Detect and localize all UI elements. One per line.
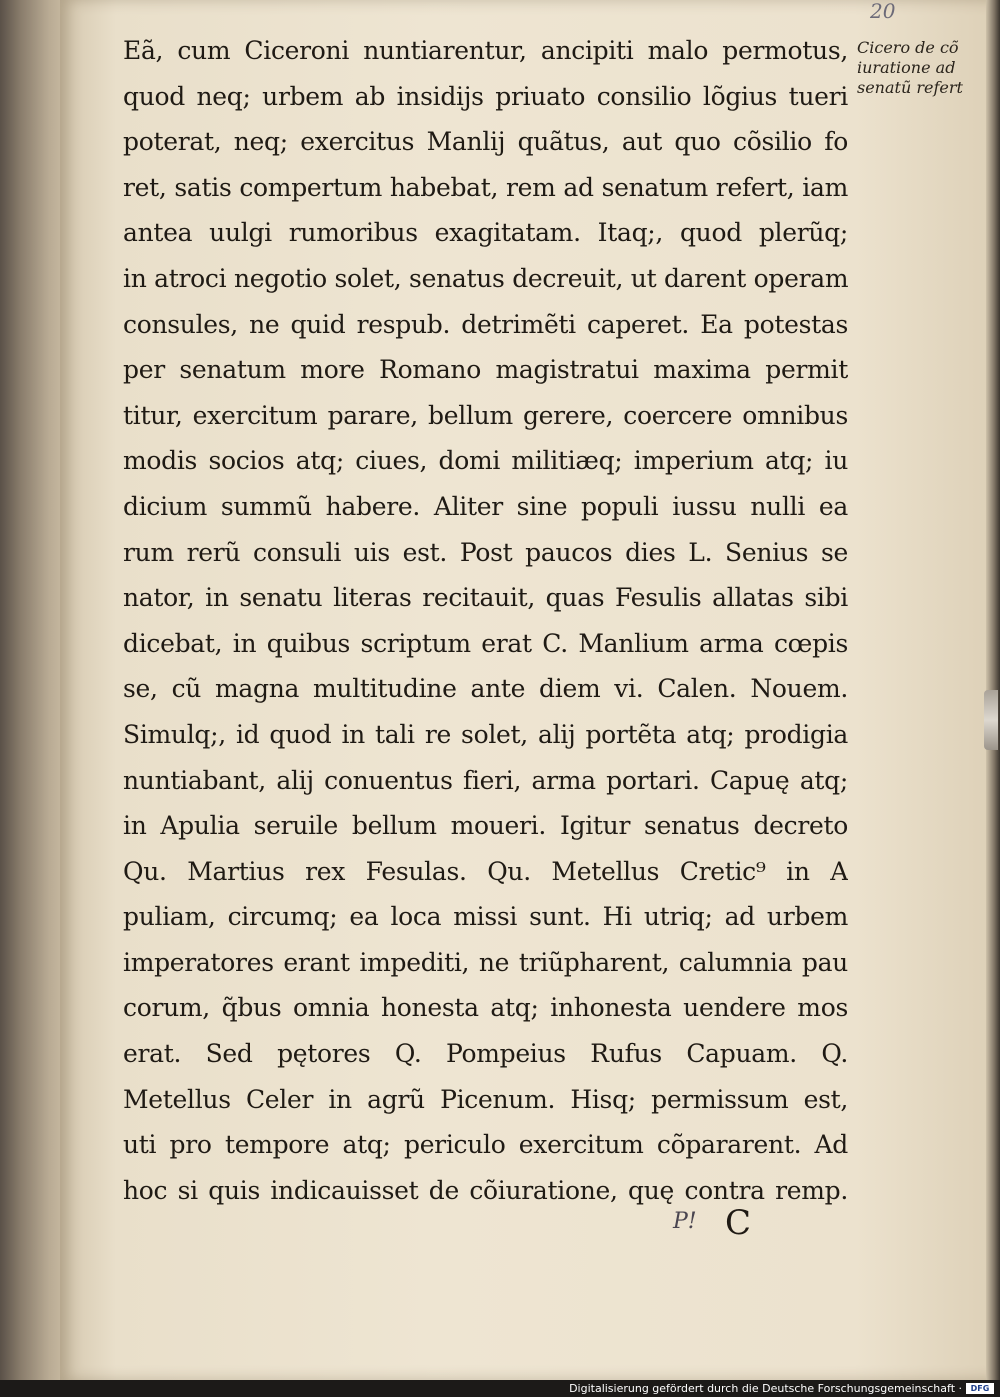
text-line: imperatores erant impediti, ne triũpharent, calumnia pau bbox=[123, 947, 848, 977]
text-line: dicebat, in quibus scriptum erat C. Manlium arma cœpis bbox=[123, 628, 848, 658]
text-line: consules, ne quid respub. detrimẽti caperet. Ea potestas bbox=[123, 309, 848, 339]
signature-letter: C bbox=[725, 1203, 752, 1243]
text-line: rum rerũ consuli uis est. Post paucos dies L. Senius se bbox=[123, 537, 848, 567]
footer-bar bbox=[0, 1380, 1000, 1397]
dfg-logo-icon: DFG bbox=[966, 1383, 994, 1394]
text-line: nuntiabant, alij conuentus fieri, arma portari. Capuę atq; bbox=[123, 765, 848, 795]
text-line: Metellus Celer in agrũ Picenum. Hisq; permissum est, bbox=[123, 1084, 848, 1114]
page-clip bbox=[984, 690, 998, 750]
text-line: Eã, cum Ciceroni nuntiarentur, ancipiti malo permotus, bbox=[123, 36, 848, 65]
main-text-block bbox=[123, 28, 848, 1213]
text-line: Qu. Martius rex Fesulas. Qu. Metellus Cretic⁹ in A bbox=[123, 856, 848, 886]
text-line: titur, exercitum parare, bellum gerere, coercere omnibus bbox=[123, 400, 848, 430]
marginal-note bbox=[857, 38, 987, 98]
text-line: poterat, neq; exercitus Manlij quãtus, aut quo cõsilio fo bbox=[123, 127, 848, 157]
footer-credit: Digitalisierung gefördert durch die Deutsche Forschungsgemeinschaft · bbox=[569, 1382, 962, 1395]
text-line: erat. Sed pętores Q. Pompeius Rufus Capuam. Q. bbox=[123, 1039, 848, 1069]
text-line: puliam, circumq; ea loca missi sunt. Hi utriq; ad urbem bbox=[123, 902, 848, 932]
text-line: Simulq;, id quod in tali re solet, alij portẽta atq; prodigia bbox=[123, 719, 848, 749]
marginal-note-line: Cicero de cõ bbox=[857, 38, 959, 57]
text-line: modis socios atq; ciues, domi militiæq; imperium atq; iu bbox=[123, 446, 848, 476]
marginal-note-line: senatũ refert bbox=[857, 78, 963, 97]
text-line: dicium summũ habere. Aliter sine populi iussu nulli ea bbox=[123, 491, 848, 521]
folio-number: 20 bbox=[870, 0, 896, 23]
text-line: quod neq; urbem ab insidijs priuato consilio lõgius tueri bbox=[123, 81, 848, 111]
signature-mark bbox=[673, 1203, 793, 1247]
text-line: corum, q̃bus omnia honesta atq; inhonesta uendere mos bbox=[123, 993, 848, 1023]
text-line: antea uulgi rumoribus exagitatam. Itaq;, quod plerũq; bbox=[123, 218, 848, 248]
text-line: nator, in senatu literas recitauit, quas Fesulis allatas sibi bbox=[123, 583, 848, 613]
marginal-note-line: iuratione ad bbox=[857, 58, 956, 77]
text-line: se, cũ magna multitudine ante diem vi. Calen. Nouem. bbox=[123, 674, 848, 704]
signature-handwritten-note: P! bbox=[673, 1209, 697, 1234]
text-line: in Apulia seruile bellum moueri. Igitur senatus decreto bbox=[123, 811, 848, 841]
text-line: ret, satis compertum habebat, rem ad senatum refert, iam bbox=[123, 172, 848, 202]
text-line: in atroci negotio solet, senatus decreuit, ut darent operam bbox=[123, 263, 848, 293]
text-line: per senatum more Romano magistratui maxima permit bbox=[123, 355, 848, 385]
text-line: hoc si quis indicauisset de cõiuratione, quę contra remp. bbox=[123, 1175, 848, 1205]
text-line: uti pro tempore atq; periculo exercitum cõpararent. Ad bbox=[123, 1130, 848, 1160]
